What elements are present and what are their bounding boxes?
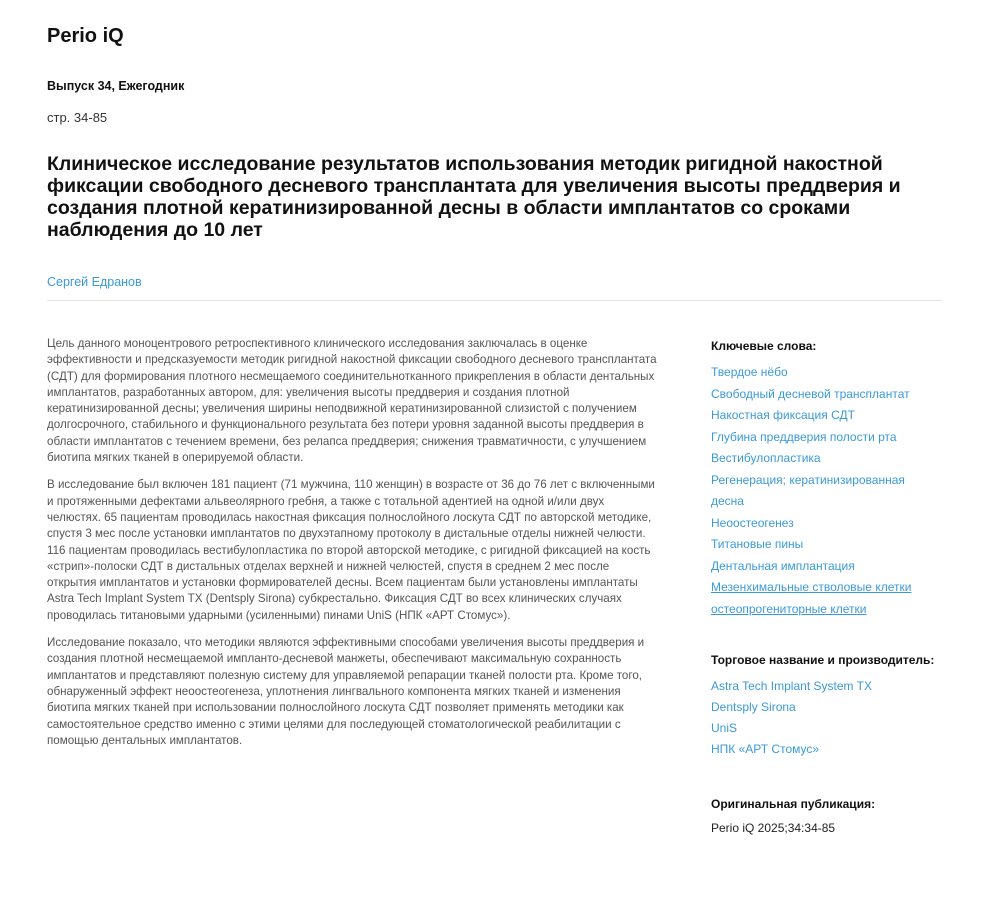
- trade-link[interactable]: UniS: [711, 721, 738, 735]
- keyword-link[interactable]: Титановые пины: [711, 537, 804, 551]
- original-citation: Perio iQ 2025;34:34-85: [711, 821, 836, 835]
- abstract-paragraph: В исследование был включен 181 пациент (71 мужчина, 110 женщин) в возрасте от 36 до 76 лет с включенными и протяженными дефектами альвеолярного гребня, а также с тотальной адентией на одной и/или двух челюстях. 65 пациентам проводилась накостная фиксация полнослойного лоскута СДТ по авторской методике, спустя 3 мес после установки имплантатов по двухэтапному протоколу в дистальные отделы нижней челюсти. 116 пациентам проводилась вестибулопластика по второй авторской методике, с ригидной фиксацией на кость «стрип»-полоски СДТ в дистальных отделах верхней и нижней челюстей, спустя в среднем 2 мес после открытия имплантатов и установки формирователей десны. Всем пациентам были установлены имплантаты Astra Tech Implant System TX (Dentsply Sirona) субкрестально. Фиксация СДТ во всех клинических случаях проводилась титановыми ударными (усиленными) пинами UniS (НПК «АРТ Стомус»).: [47, 478, 655, 622]
- abstract-paragraph: Исследование показало, что методики являются эффективными способами увеличения высоты преддверия и создания плотной несмещаемой импланто-десневой манжеты, обеспечивают максимальную сохранность имплантатов и представляют полезную систему для управляемой репарации тканей полости рта. Кроме того, обнаруженный эффект неоостеогенеза, уплотнения лингвального компонента мягких тканей и изменения биотипа мягких тканей при использовании полнослойного лоскута СДТ позволяет применять методики как самостоятельное средство именно с этими целями для последующей стоматологической реабилитации с помощью дентальных имплантатов.: [47, 636, 645, 747]
- keyword-link[interactable]: остеопрогениторные клетки: [711, 601, 867, 616]
- page-range: стр. 34-85: [47, 110, 108, 125]
- keyword-link[interactable]: Накостная фиксация СДТ: [711, 408, 855, 422]
- keyword-link[interactable]: Регенерация; кератинизированная: [711, 472, 905, 487]
- trade-heading: Торговое название и производитель:: [711, 653, 935, 667]
- journal-title: Perio iQ: [47, 25, 124, 47]
- keyword-link[interactable]: десна: [711, 494, 744, 508]
- trade-list: [711, 676, 951, 760]
- trade-link[interactable]: Astra Tech Implant System TX: [711, 679, 872, 693]
- original-publication: [711, 796, 951, 836]
- keyword-link[interactable]: Неоостеогенез: [711, 515, 794, 530]
- keyword-link[interactable]: Вестибулопластика: [711, 451, 821, 465]
- trade-link[interactable]: НПК «АРТ Стомус»: [711, 742, 820, 756]
- keywords-heading: Ключевые слова:: [711, 339, 817, 353]
- keywords-list: [711, 362, 951, 620]
- sidebar: [711, 338, 951, 835]
- issue-label: Выпуск 34, Ежегодник: [47, 79, 185, 93]
- keyword-link[interactable]: Дентальная имплантация: [711, 558, 855, 573]
- abstract-paragraph: Цель данного моноцентрового ретроспективного клинического исследования заключалась в оценке эффективности и предсказуемости методик ригидной накостной фиксации свободного десневого трансплантата (СДТ) для формирования плотного несмещаемого соединительнотканного прикрепления в области дентальных имплантатов, разработанных автором, для: увеличения высоты преддверия и создания плотной кератинизированной десны; увеличения ширины неподвижной кератинизированной слизистой с получением долгосрочного, стабильного и функционального результата без потери уровня заданной высоты преддверия в области имплантатов с течением времени, без релапса преддверия; снижения травматичности, с улучшением биотипа мягких тканей в оперируемой области.: [47, 337, 657, 465]
- keyword-link[interactable]: Свободный десневой трансплантат: [711, 386, 910, 401]
- abstract: [47, 336, 657, 760]
- author-link[interactable]: Сергей Едранов: [47, 275, 142, 289]
- header-divider: [47, 300, 942, 301]
- article-title: Клиническое исследование результатов использования методик ригидной накостной фиксации свободного десневого трансплантата для увеличения высоты преддверия и создания плотной кератинизированной десны в области имплантатов со сроками наблюдения до 10 лет: [47, 153, 901, 241]
- trade-block: [711, 652, 951, 760]
- keyword-link[interactable]: Мезенхимальные стволовые клетки: [711, 580, 912, 594]
- keyword-link[interactable]: Твердое нёбо: [711, 365, 788, 379]
- original-heading: Оригинальная публикация:: [711, 797, 876, 811]
- trade-link[interactable]: Dentsply Sirona: [711, 700, 796, 714]
- keyword-link[interactable]: Глубина преддверия полости рта: [711, 429, 897, 444]
